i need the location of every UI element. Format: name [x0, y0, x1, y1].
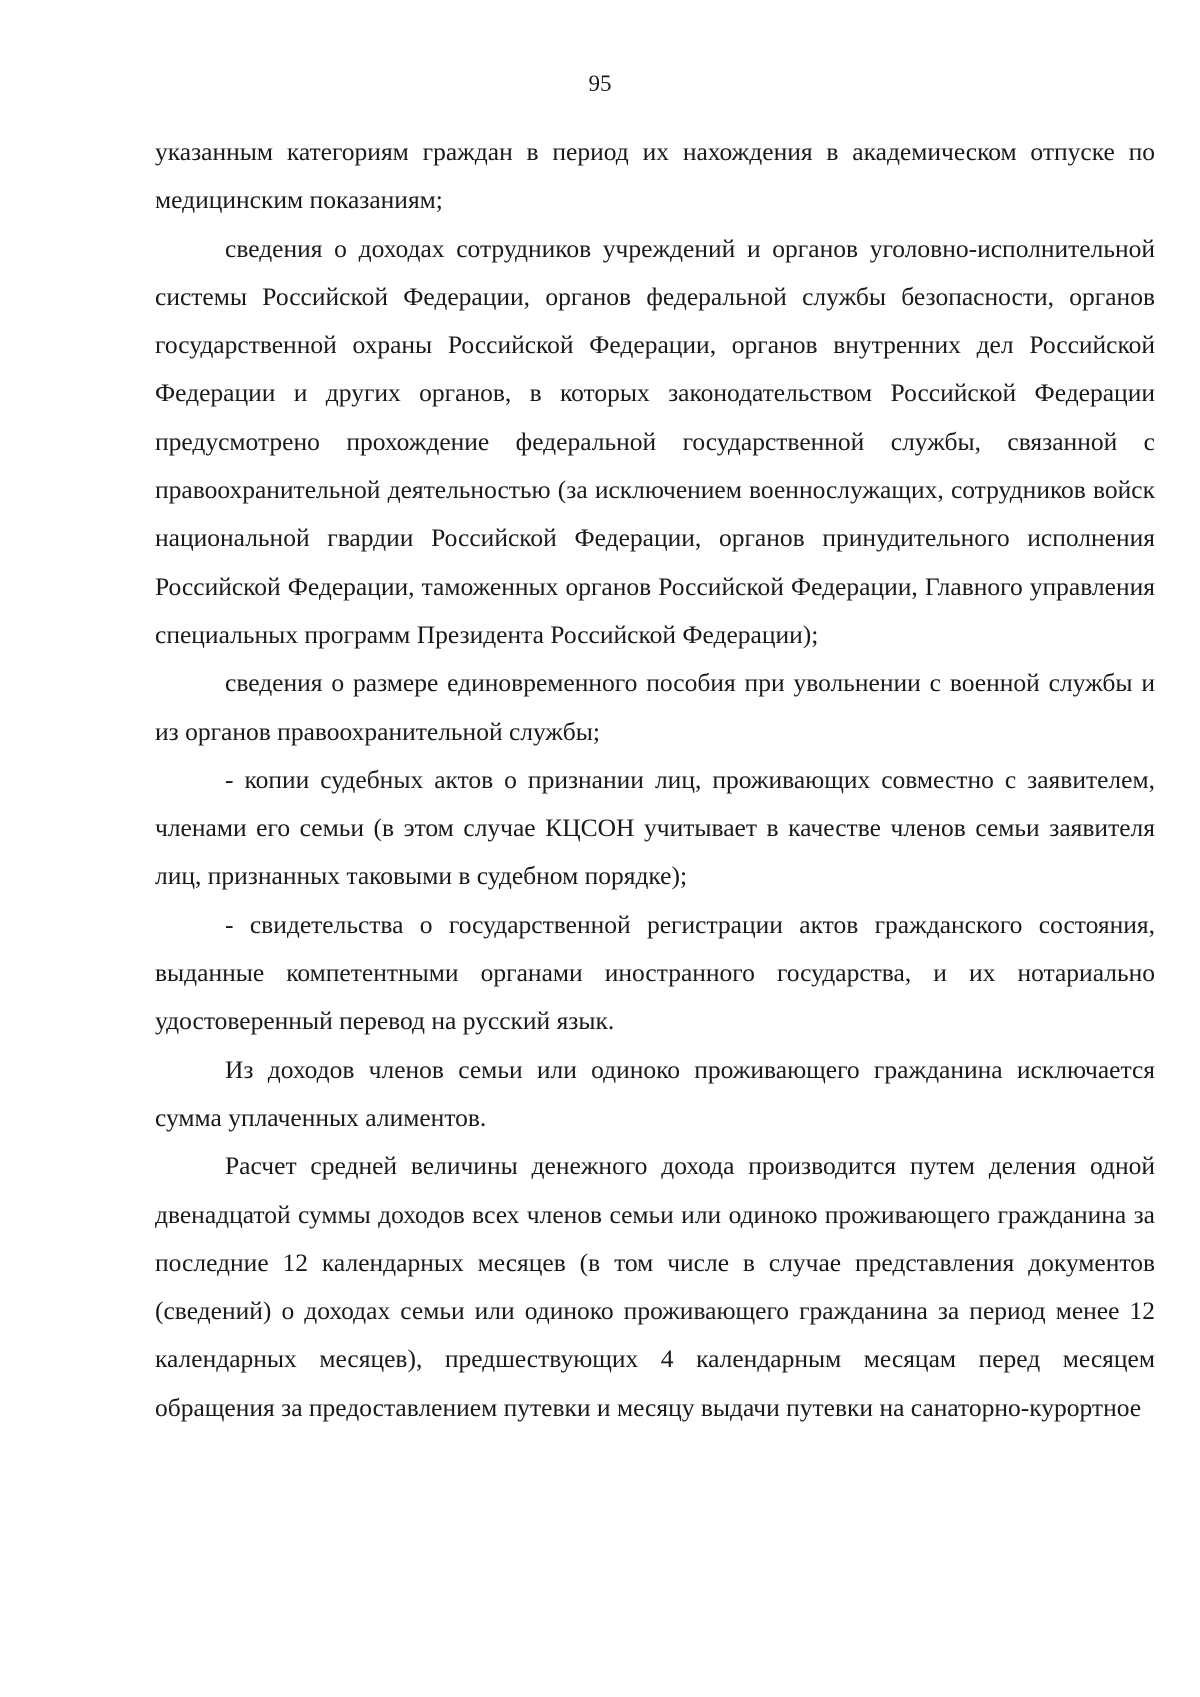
page-number: 95 — [588, 71, 612, 96]
paragraph-income-calculation: Расчет средней величины денежного дохода производится путем деления одной двенадцатой суммы доходов всех членов семьи или одиноко проживающего гражданина за последние 12 календарных месяцев (в том числе в случае представления документов (сведений) о доходах семьи или одиноко проживающего гражданина за период менее 12 календарных месяцев), предшествующих 4 календарным месяцам перед месяцем обращения за предоставлением путевки и месяцу выдачи путевки на санаторно-курортное — [155, 1151, 1155, 1422]
paragraph-income-law-enforcement: сведения о доходах сотрудников учреждений и органов уголовно-исполнительной системы Российской Федерации, органов федеральной службы безопасности, органов государственной охраны Российской Федерации, органов внутренних дел Российской Федерации и других органов, в которых законодательством Российской Федерации предусмотрено прохождение федеральной государственной службы, связанной с правоохранительной деятельностью (за исключением военнослужащих, сотрудников войск национальной гвардии Российской Федерации, органов принудительного исполнения Российской Федерации, таможенных органов Российской Федерации, Главного управления специальных программ Президента Российской Федерации); — [155, 233, 1155, 649]
paragraph-continuation: указанным категориям граждан в период их нахождения в академическом отпуске по медицинским показаниям; — [155, 137, 1155, 215]
document-body — [155, 128, 1155, 1432]
paragraph-alimony: Из доходов членов семьи или одиноко проживающего гражданина исключается сумма уплаченных алиментов. — [155, 1054, 1155, 1132]
paragraph-civil-registration: - свидетельства о государственной регистрации актов гражданского состояния, выданные компетентными органами иностранного государства, и их нотариально удостоверенный перевод на русский язык. — [155, 909, 1155, 1036]
paragraph-severance-allowance: сведения о размере единовременного пособия при увольнении с военной службы и из органов правоохранительной службы; — [155, 668, 1155, 746]
paragraph-court-acts: - копии судебных актов о признании лиц, проживающих совместно с заявителем, членами его семьи (в этом случае КЦСОН учитывает в качестве членов семьи заявителя лиц, признанных таковыми в судебном порядке); — [155, 764, 1155, 891]
